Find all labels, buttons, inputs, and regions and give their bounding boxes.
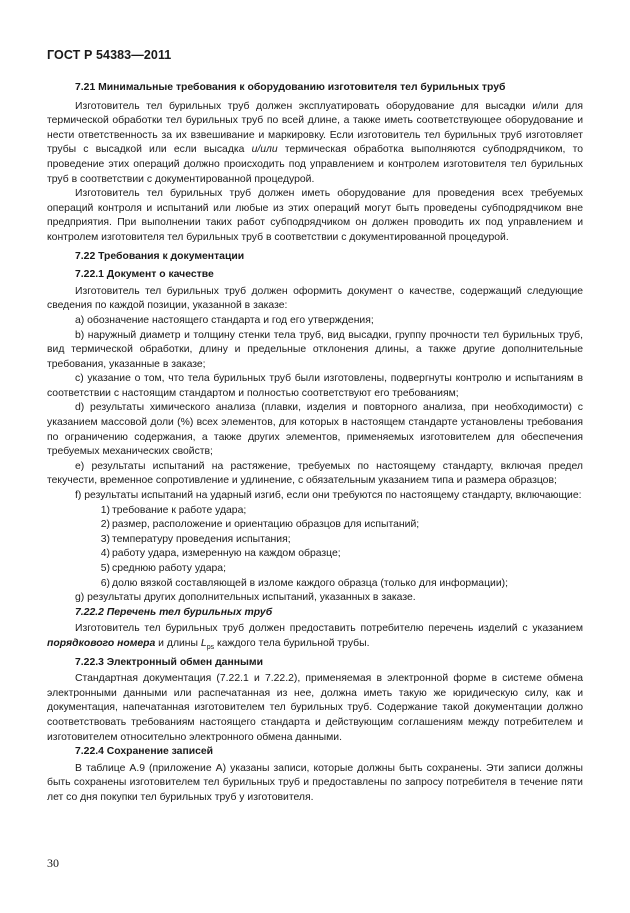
sub-item-5: 5) среднюю работу удара; (100, 563, 226, 574)
paragraph-7-22-3: Стандартная документация (7.22.1 и 7.22.2), применяемая в электронной форме в системе обмена электронными данными или распечатанная из нее, должна иметь такую же юридическую силу, как и документация, напечатанная изготовителем тел бурильных труб. Содержание такой документации должно соответствовать требованиям настоящего стандарта и действующим соглашениям между потребителем и изготовителем относительно электронного обмена данными. (47, 673, 583, 743)
section-heading-7-22-3: 7.22.3 Электронный обмен данными (75, 656, 263, 668)
section-heading-7-21: 7.21 Минимальные требования к оборудованию изготовителя тел бурильных труб (75, 82, 506, 93)
list-item-g: g) результаты других дополнительных испытаний, указанных в заказе. (75, 592, 416, 604)
sub-item-1: 1) требование к работе удара; (100, 504, 247, 516)
paragraph-7-22-1-intro: Изготовитель тел бурильных труб должен оформить документ о качестве, содержащий следующие сведения по каждой позиции, указанной в заказе: (47, 285, 583, 312)
document-body (47, 78, 583, 806)
paragraph-7-22-2: Изготовитель тел бурильных труб должен предоставить потребителю перечень изделий с указанием порядкового номера и длины $L_{ps}$ каждого тела бурильной трубы. (47, 623, 583, 652)
list-item-d: d) результаты химического анализа (плавки, изделия и повторного анализа, при необходимости) с указанием массовой доли (%) всех элементов, для которых в настоящем стандарте установлены требования по ограничению содержания, а также других элементов, применяемых изготовителем для обеспечения требуемых механических свойств; (47, 402, 583, 458)
list-item-f: f) результаты испытаний на ударный изгиб, если они требуются по настоящему стандарту, включающие: (75, 490, 582, 502)
paragraph-7-21-2: Изготовитель тел бурильных труб должен иметь оборудование для проведения всех требуемых операций контроля и испытаний или любые из этих операций могут быть проведены субподрядчиком вне предприятия. При выполнении таких работ субподрядчиком он должен проводить их под управлением и контролем изготовителя тел бурильных труб в соответствии с документированной процедурой. (47, 188, 583, 243)
paragraph-7-21-1: Изготовитель тел бурильных труб должен эксплуатировать оборудование для высадки и/или для термической обработки тел бурильных труб по всей длине, а также иметь соответствующее оборудование и нести ответственность за их взвешивание и маркировку. Если изготовитель тел бурильных труб изготовляет трубы с высадкой или если высадка и/или термическая обработка выполняются субподрядчиком, то проведение этих операций должно происходить под управлением и контролем изготовителя тел бурильных труб в соответствии с документированной процедурой. (47, 100, 583, 185)
section-heading-7-22-1: 7.22.1 Документ о качестве (75, 269, 214, 281)
sub-item-3: 3) температуру проведения испытания; (100, 533, 291, 545)
sub-item-4: 4) работу удара, измеренную на каждом образце; (100, 548, 341, 560)
list-item-a: а) обозначение настоящего стандарта и год его утверждения; (75, 314, 374, 326)
paragraph-7-22-4: В таблице А.9 (приложение А) указаны записи, которые должны быть сохранены. Эти записи должны быть сохранены изготовителем тел бурильных труб и предоставлены по запросу потребителя в течение пяти лет со дня покупки тел бурильных труб у изготовителя. (47, 762, 583, 803)
document-header: ГОСТ Р 54383—2011 (47, 48, 172, 62)
list-item-b: b) наружный диаметр и толщину стенки тела труб, вид высадки, группу прочности тел бурильных труб, вид термической обработки, длину и предельные отклонения длины, а также другие дополнительные требования, указанные в заказе; (47, 329, 583, 370)
section-heading-7-22: 7.22 Требования к документации (75, 250, 245, 262)
sub-item-2: 2) размер, расположение и ориентацию образцов для испытаний; (100, 519, 420, 531)
list-item-e: e) результаты испытаний на растяжение, требуемых по настоящему стандарту, включая предел текучести, временное сопротивление и удлинение, с обязательным указанием типа и размера образцов; (47, 460, 583, 487)
page-number: 30 (47, 856, 59, 870)
section-heading-7-22-4: 7.22.4 Сохранение записей (75, 746, 214, 758)
section-heading-7-22-2: 7.22.2 Перечень тел бурильных труб (75, 606, 273, 618)
sub-item-6: 6) долю вязкой составляющей в изломе каждого образца (только для информации); (100, 577, 508, 589)
list-item-c: c) указание о том, что тела бурильных труб были изготовлены, подвергнуты контролю и испытаниям в соответствии с настоящим стандартом и полностью соответствуют его требованиям; (47, 373, 583, 399)
